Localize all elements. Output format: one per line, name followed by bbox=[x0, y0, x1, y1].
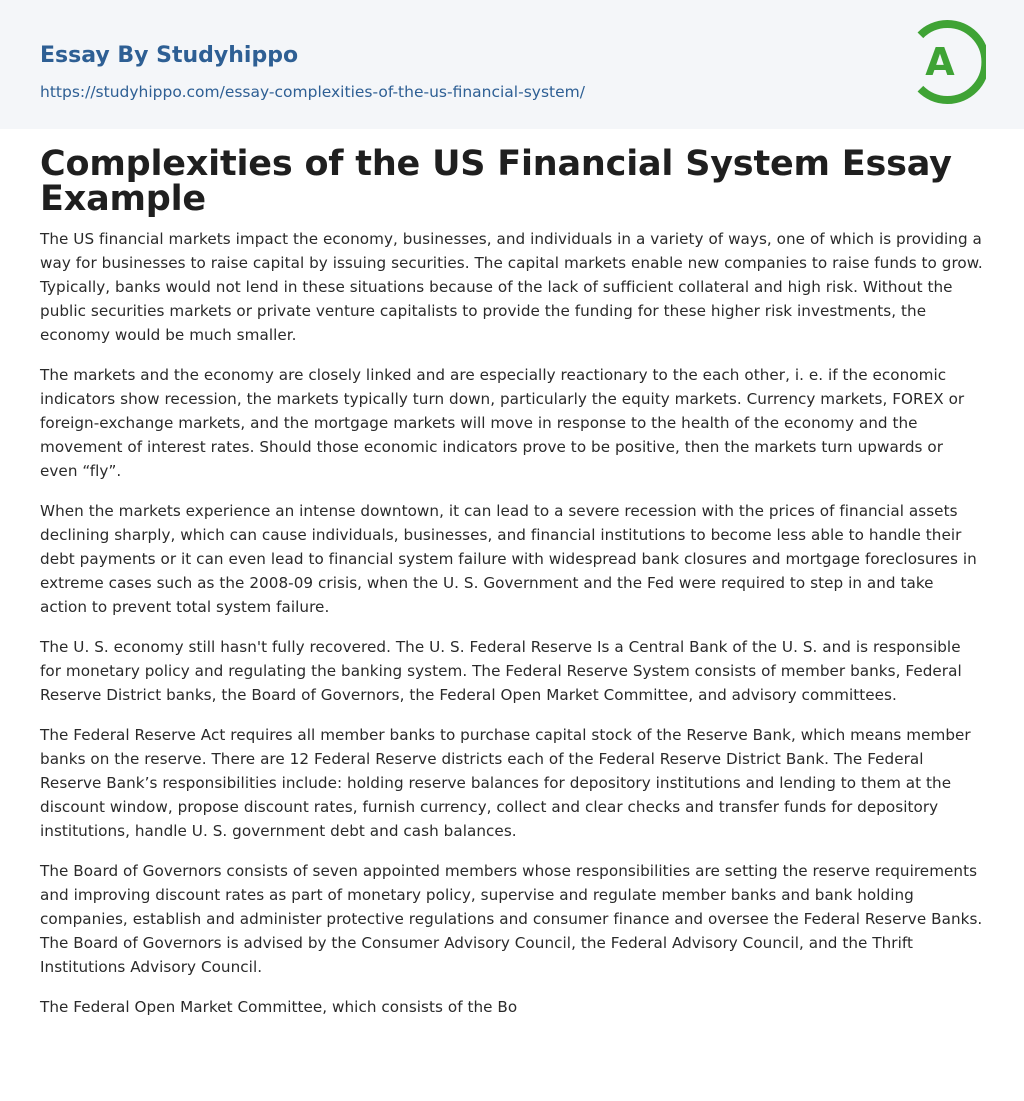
site-brand[interactable]: Essay By Studyhippo bbox=[40, 43, 299, 68]
essay-url-link[interactable]: https://studyhippo.com/essay-complexities-of-the-us-financial-system/ bbox=[40, 83, 585, 101]
studyhippo-logo[interactable] bbox=[912, 19, 986, 105]
article-paragraph-7: The Federal Open Market Committee, which consists of the Bo bbox=[40, 998, 518, 1016]
site-header bbox=[0, 0, 1024, 129]
article-paragraph-3: When the markets experience an intense downtown, it can lead to a severe recession with the prices of financial assets declining sharply, which can cause individuals, businesses, and financial institutions to become less able to handle their debt payments or it can even lead to financial system failure with widespread bank closures and mortgage foreclosures in extreme cases such as the 2008-09 crisis, when the U. S. Government and the Fed were required to step in and take action to prevent total system failure. bbox=[40, 502, 977, 616]
article-body bbox=[0, 129, 1024, 1019]
article-paragraph-2: The markets and the economy are closely linked and are especially reactionary to the each other, i. e. if the economic indicators show recession, the markets typically turn down, particularly the equity markets. Currency markets, FOREX or foreign-exchange markets, and the mortgage markets will move in response to the health of the economy and the movement of interest rates. Should those economic indicators prove to be positive, then the markets turn upwards or even “fly”. bbox=[40, 366, 965, 480]
article-paragraph-6: The Board of Governors consists of seven appointed members whose responsibilities are setting the reserve requirements and improving discount rates as part of monetary policy, supervise and regulate member banks and bank holding companies, establish and administer protective regulations and consumer finance and oversee the Federal Reserve Banks. The Board of Governors is advised by the Consumer Advisory Council, the Federal Advisory Council, and the Thrift Institutions Advisory Council. bbox=[40, 862, 983, 976]
logo-letter: A bbox=[925, 40, 955, 84]
page-title: Complexities of the US Financial System Essay Example bbox=[40, 144, 952, 219]
article-paragraph-1: The US financial markets impact the economy, businesses, and individuals in a variety of ways, one of which is providing a way for businesses to raise capital by issuing securities. The capital markets enable new companies to raise funds to grow. Typically, banks would not lend in these situations because of the lack of sufficient collateral and high risk. Without the public securities markets or private venture capitalists to provide the funding for these higher risk investments, the economy would be much smaller. bbox=[40, 230, 983, 344]
article-paragraph-4: The U. S. economy still hasn't fully recovered. The U. S. Federal Reserve Is a Central Bank of the U. S. and is responsible for monetary policy and regulating the banking system. The Federal Reserve System consists of member banks, Federal Reserve District banks, the Board of Governors, the Federal Open Market Committee, and advisory committees. bbox=[40, 638, 962, 704]
article-paragraph-5: The Federal Reserve Act requires all member banks to purchase capital stock of the Reserve Bank, which means member banks on the reserve. There are 12 Federal Reserve districts each of the Federal Reserve District Bank. The Federal Reserve Bank’s responsibilities include: holding reserve balances for depository institutions and lending to them at the discount window, propose discount rates, furnish currency, collect and clear checks and transfer funds for depository institutions, handle U. S. government debt and cash balances. bbox=[40, 726, 971, 840]
